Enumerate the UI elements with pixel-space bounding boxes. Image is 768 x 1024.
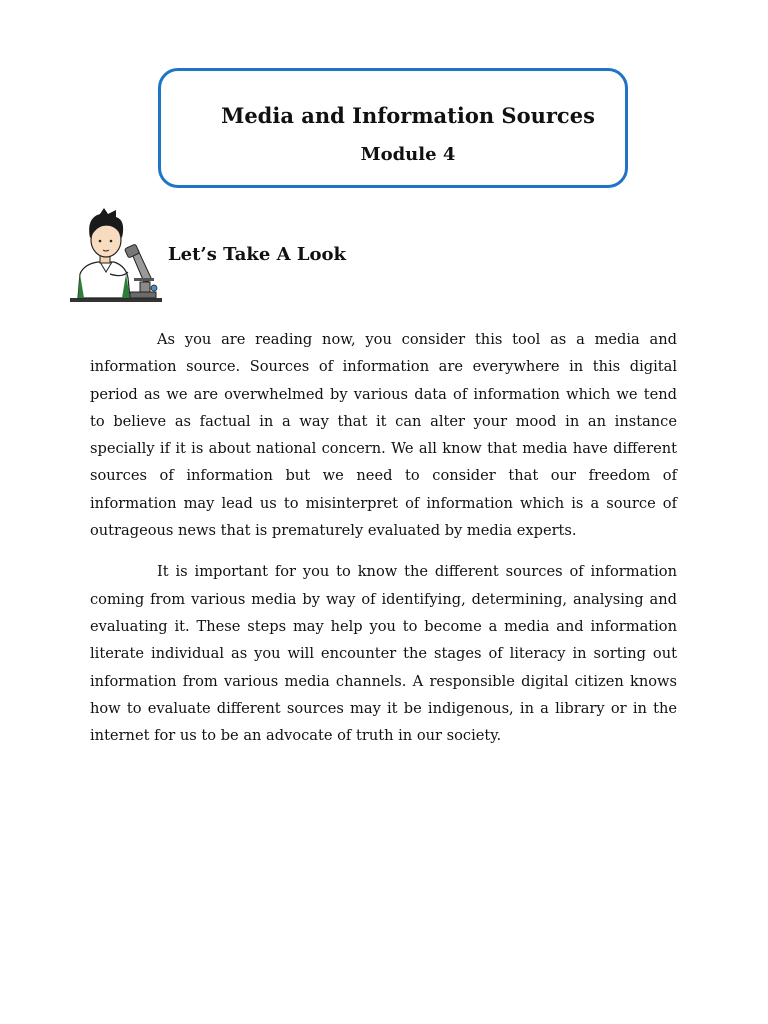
module-label: Module 4 [360, 144, 456, 165]
section-heading: Let’s Take A Look [168, 244, 346, 265]
title-frame [158, 68, 628, 188]
paragraph-2: It is important for you to know the different sources of information coming from various media by way of identifying, determining, analysing and evaluating it. These steps may help you to become a media and information literate individual as you will encounter the stages of literacy in sorting out information from various media channels. A responsible digital citizen knows how to evaluate different sources may it be indigenous, in a library or in the internet for us to be an advocate of truth in our society. [90, 563, 677, 745]
student-microscope-icon [70, 208, 162, 304]
page-title: Media and Information Sources [221, 103, 595, 128]
paragraph-1: As you are reading now, you consider this tool as a media and information source. Sources of information are everywhere in this digital period as we are overwhelmed by various data of information which we tend to believe as factual in a way that it can alter your mood in an instance specially if it is about national concern. We all know that media have different sources of information but we need to consider that our freedom of information may lead us to misinterpret of information which is a source of outrageous news that is prematurely evaluated by media experts. [90, 331, 677, 540]
body-text [90, 326, 677, 763]
